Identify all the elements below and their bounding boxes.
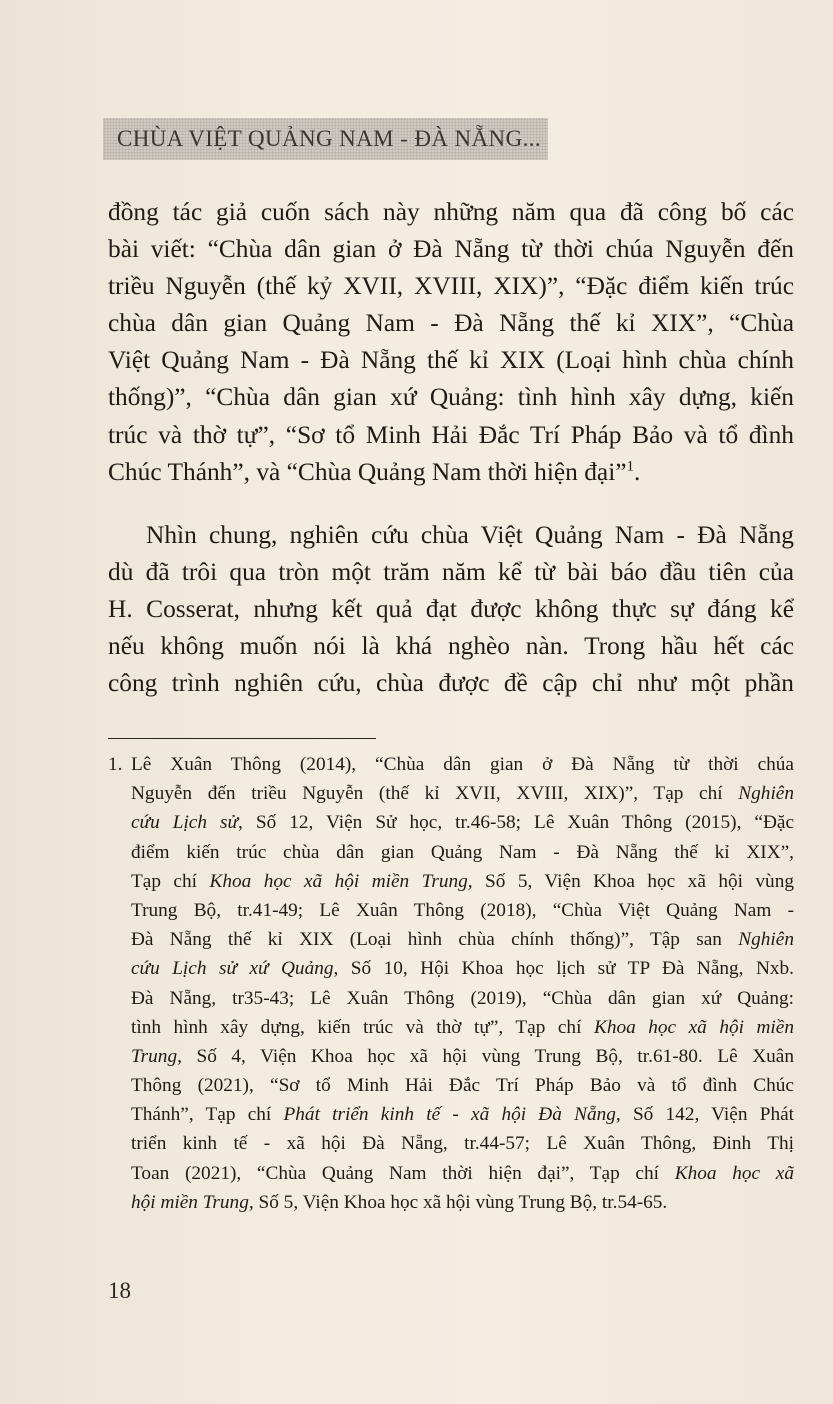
text-line: đồng tác giả cuốn sách này những năm qua đã công bố các [108,198,794,226]
footnote-line [108,750,794,779]
footnote-line [108,779,794,808]
journal-title: Phát triển kinh tế - xã hội Đà Nẵng, [283,1104,621,1126]
text-line: chùa dân gian Quảng Nam - Đà Nẵng thế kỉ XIX”, “Chùa [108,309,794,338]
journal-title: Khoa học xã hội miền [593,1016,794,1038]
journal-title: Nghiên [738,929,794,951]
footnote [108,750,794,1217]
footnote-line [108,1100,794,1129]
text-line: nếu không muốn nói là khá nghèo nàn. Trong hầu hết các [108,632,794,661]
text-line: trúc và thờ tự”, “Sơ tổ Minh Hải Đắc Trí Pháp Bảo và tổ đình [108,420,794,449]
text-line: Nhìn chung, nghiên cứu chùa Việt Quảng Nam - Đà Nẵng [146,520,794,549]
paragraph-1 [108,194,794,491]
journal-title: Khoa học xã [674,1162,794,1184]
footnote-line [108,954,794,983]
footnote-line [108,808,794,837]
footnote-text: Nguyễn đến triều Nguyễn (thế kỉ XVII, XVIII, XIX)”, Tạp chí [131,783,723,805]
footnote-line: Trung Bộ, tr.41-49; Lê Xuân Thông (2018), “Chùa Việt Quảng Nam - [131,899,794,921]
journal-title: hội miền Trung, [131,1191,254,1213]
paragraph-2 [108,517,794,702]
text-line: Việt Quảng Nam - Đà Nẵng thế kỉ XIX (Loại hình chùa chính [108,346,794,375]
journal-title: cứu Lịch sử [131,812,239,834]
text-line: triều Nguyễn (thế kỷ XVII, XVIII, XIX)”, “Đặc điểm kiến trúc [108,272,794,301]
footnote-line: điểm kiến trúc chùa dân gian Quảng Nam - Đà Nẵng thế kỉ XIX”, [131,841,794,863]
footnote-text: Toan (2021), “Chùa Quảng Nam thời hiện đại”, Tạp chí [131,1162,659,1184]
footnote-text: Số 4, Viện Khoa học xã hội vùng Trung Bộ, tr.61-80. Lê Xuân [196,1045,794,1067]
main-text [108,194,794,702]
journal-title: Trung, [131,1045,182,1067]
footnote-number: 1. [108,754,123,775]
footnote-reference: 1 [626,458,635,475]
text-line: dù đã trôi qua tròn một trăm năm kể từ bài báo đầu tiên của [108,557,794,586]
journal-title: Khoa học xã hội miền Trung, [209,870,473,892]
footnote-separator [108,738,376,739]
footnote-line [108,1159,794,1188]
footnote-text: tình hình xây dựng, kiến trúc và thờ tự”, Tạp chí [131,1016,582,1038]
footnote-line [108,925,794,954]
text-line: công trình nghiên cứu, chùa được đề cập chỉ như một phần [108,669,794,698]
page-number: 18 [108,1278,131,1303]
text-line: H. Cosserat, nhưng kết quả đạt được không thực sự đáng kể [108,594,794,623]
running-head [103,118,548,160]
sentence-end: . [634,457,641,486]
footnote-line: Thông (2021), “Sơ tổ Minh Hải Đắc Trí Pháp Bảo và tổ đình Chúc [131,1075,794,1097]
footnote-line [108,1013,794,1042]
footnote-text: , Số 12, Viện Sử học, tr.46-58; Lê Xuân Thông (2015), “Đặc [238,812,794,834]
footnote-text: Số 142, Viện Phát [632,1104,794,1126]
footnote-text: Thánh”, Tạp chí [131,1104,272,1126]
text-line [108,454,794,491]
footnote-text: Số 5, Viện Khoa học xã hội vùng Trung Bộ, tr.54-65. [258,1191,668,1213]
running-head-text: CHÙA VIỆT QUẢNG NAM - ĐÀ NẴNG... [117,126,542,151]
footnote-text: Đà Nẵng thế kỉ XIX (Loại hình chùa chính thống)”, Tập san [131,929,722,951]
journal-title: cứu Lịch sử xứ Quảng [131,958,334,980]
footnote-line: triển kinh tế - xã hội Đà Nẵng, tr.44-57; Lê Xuân Thông, Đinh Thị [131,1133,794,1155]
journal-title: Nghiên [738,783,794,805]
text-line-content: Chúc Thánh”, và “Chùa Quảng Nam thời hiện đại” [108,457,627,486]
footnote-line [108,1042,794,1071]
footnote-text: Tạp chí [131,870,197,892]
text-line: bài viết: “Chùa dân gian ở Đà Nẵng từ thời chúa Nguyễn đến [108,235,794,264]
footnote-line [108,867,794,896]
footnote-text: , Số 10, Hội Khoa học lịch sử TP Đà Nẵng, Nxb. [333,958,794,980]
footnote-line: Đà Nẵng, tr35-43; Lê Xuân Thông (2019), “Chùa dân gian xứ Quảng: [131,987,794,1009]
footnote-text: Số 5, Viện Khoa học xã hội vùng [485,870,794,892]
footnote-text: Lê Xuân Thông (2014), “Chùa dân gian ở Đà Nẵng từ thời chúa [131,754,794,775]
footnote-line [108,1188,794,1217]
text-line: thống)”, “Chùa dân gian xứ Quảng: tình hình xây dựng, kiến [108,383,794,412]
